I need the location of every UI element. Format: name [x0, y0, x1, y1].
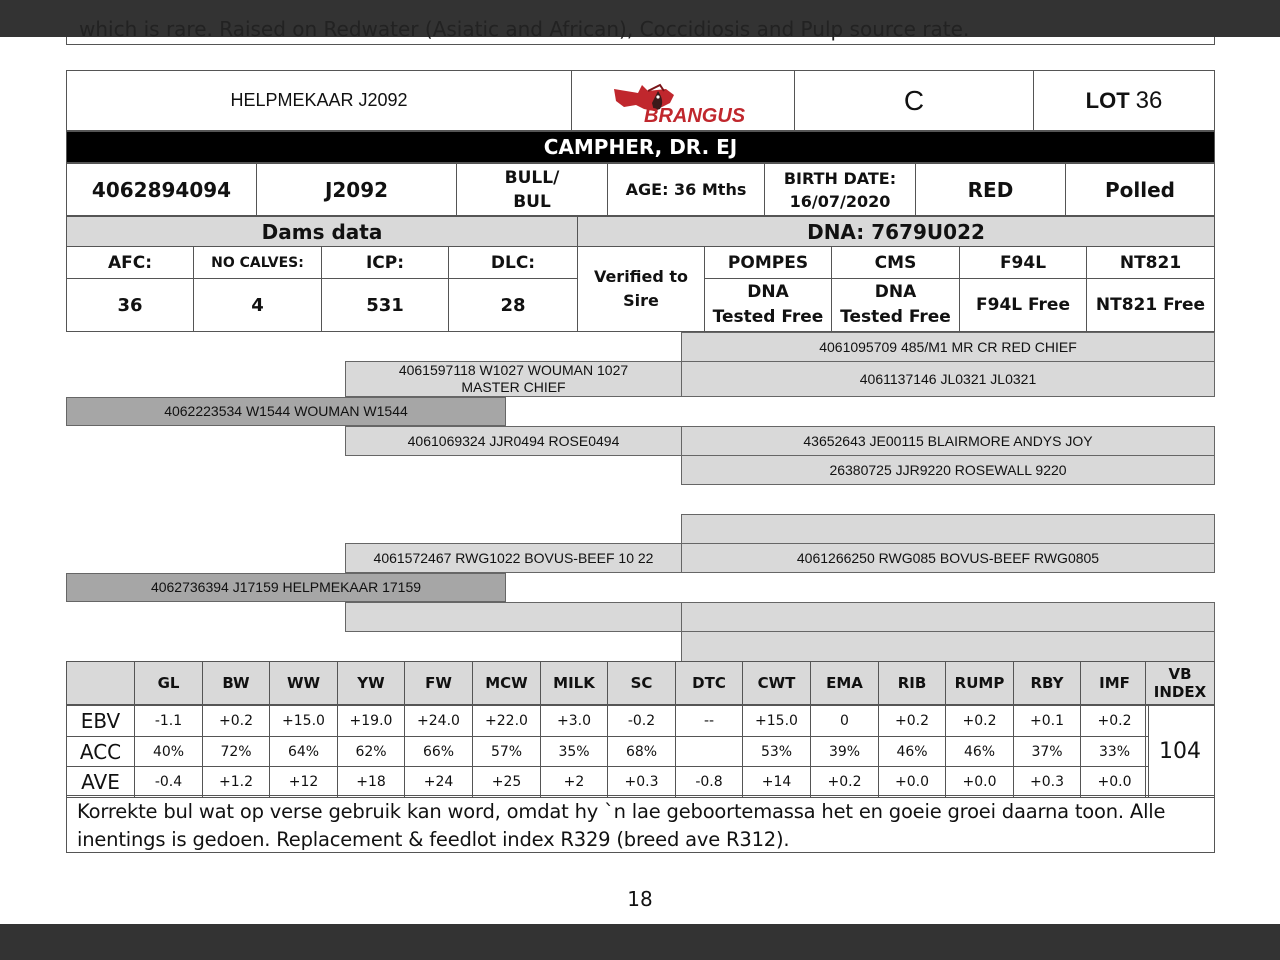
ebv-cell: +0.0 [1080, 766, 1149, 798]
no-calves-value: 4 [193, 278, 322, 332]
animal-id: 4062894094 [66, 163, 257, 216]
dlc-header: DLC: [448, 246, 578, 279]
pedigree-dam: 4062736394 J17159 HELPMEKAAR 17159 [66, 573, 506, 602]
ebv-cell: 39% [810, 736, 879, 767]
pedigree-sire-dam-dam: 26380725 JJR9220 ROSEWALL 9220 [681, 455, 1215, 485]
pedigree-sire: 4062223534 W1544 WOUMAN W1544 [66, 397, 506, 426]
ebv-column-header: SC [607, 661, 676, 705]
nt821-header: NT821 [1086, 246, 1215, 279]
pedigree-dam-sire-dam: 4061266250 RWG085 BOVUS-BEEF RWG0805 [681, 543, 1215, 573]
ebv-column-header: FW [404, 661, 473, 705]
lot-box [1033, 70, 1215, 131]
ebv-cell: +2 [540, 766, 608, 798]
ebv-column-header: YW [337, 661, 405, 705]
ebv-corner-cell [66, 661, 135, 705]
ebv-cell [675, 736, 743, 767]
pedigree-dam-sire: 4061572467 RWG1022 BOVUS-BEEF 10 22 [345, 543, 682, 573]
afc-header: AFC: [66, 246, 194, 279]
icp-header: ICP: [321, 246, 449, 279]
brangus-logo-icon [608, 77, 758, 125]
pedigree-dam-sire-sire [681, 514, 1215, 544]
ebv-cell: 62% [337, 736, 405, 767]
dna-title: DNA: 7679U022 [577, 216, 1215, 247]
ebv-cell: -0.4 [134, 766, 203, 798]
ebv-cell: 68% [607, 736, 676, 767]
animal-age: AGE: 36 Mths [607, 163, 765, 216]
viewer-bottom-bar [0, 924, 1280, 960]
f94l-value: F94L Free [959, 278, 1087, 332]
ebv-cell: +3.0 [540, 705, 608, 737]
pedigree-sire-sire-sire: 4061095709 485/M1 MR CR RED CHIEF [681, 332, 1215, 362]
animal-sex: BULL/ BUL [456, 163, 608, 216]
ebv-cell: 46% [878, 736, 946, 767]
ebv-column-header: CWT [742, 661, 811, 705]
pompes-header: POMPES [704, 246, 832, 279]
ebv-cell: +22.0 [472, 705, 541, 737]
ebv-cell: +19.0 [337, 705, 405, 737]
ebv-cell: +0.1 [1013, 705, 1081, 737]
ebv-cell: +0.2 [202, 705, 270, 737]
dams-data-title: Dams data [66, 216, 578, 247]
lot-number: 36 [1135, 86, 1163, 114]
ebv-cell: 72% [202, 736, 270, 767]
ebv-cell: +25 [472, 766, 541, 798]
ebv-cell: -0.8 [675, 766, 743, 798]
logo-text: BRANGUS [644, 104, 746, 127]
ebv-column-header: RIB [878, 661, 946, 705]
ebv-column-header: EMA [810, 661, 879, 705]
ebv-cell: 35% [540, 736, 608, 767]
ebv-column-header: RBY [1013, 661, 1081, 705]
ebv-cell: 0 [810, 705, 879, 737]
ebv-column-header: IMF [1080, 661, 1149, 705]
animal-color: RED [915, 163, 1066, 216]
ebv-cell: +24 [404, 766, 473, 798]
no-calves-header: NO CALVES: [193, 246, 322, 279]
ebv-cell: +15.0 [269, 705, 338, 737]
verified-to-sire: Verified to Sire [577, 246, 705, 332]
ebv-column-header: MILK [540, 661, 608, 705]
ebv-cell: +0.2 [1080, 705, 1149, 737]
ebv-cell: +0.3 [1013, 766, 1081, 798]
ebv-cell: -0.2 [607, 705, 676, 737]
ebv-cell: +0.2 [810, 766, 879, 798]
ebv-cell: +1.2 [202, 766, 270, 798]
comment-text: Korrekte bul wat op verse gebruik kan word, omdat hy `n lae geboortemassa het en goeie groei daarna toon. Alle inentings is gedoen. Replacement & feedlot index R329 (breed ave R312). [66, 795, 1215, 853]
ebv-cell: +0.2 [878, 705, 946, 737]
ebv-cell: +18 [337, 766, 405, 798]
animal-name: HELPMEKAAR J2092 [66, 70, 572, 131]
ebv-column-header: BW [202, 661, 270, 705]
vb-index-value: 104 [1145, 705, 1215, 798]
ebv-cell: 66% [404, 736, 473, 767]
ebv-cell: -- [675, 705, 743, 737]
ebv-column-header: GL [134, 661, 203, 705]
pedigree-sire-dam: 4061069324 JJR0494 ROSE0494 [345, 426, 682, 456]
ebv-cell: 57% [472, 736, 541, 767]
ebv-column-header: DTC [675, 661, 743, 705]
ebv-column-header: MCW [472, 661, 541, 705]
previous-text: which is rare. Raised on Redwater (Asiatic and African), Coccidiosis and Pulp source rate. [79, 17, 970, 41]
ebv-column-header: RUMP [945, 661, 1014, 705]
animal-tag: J2092 [256, 163, 457, 216]
f94l-header: F94L [959, 246, 1087, 279]
lot-label: LOT [1085, 87, 1130, 113]
afc-value: 36 [66, 278, 194, 332]
ebv-cell: +24.0 [404, 705, 473, 737]
page-number: 18 [627, 887, 653, 911]
pompes-value: DNA Tested Free [704, 278, 832, 332]
pedigree-dam-dam-sire [681, 602, 1215, 632]
nt821-value: NT821 Free [1086, 278, 1215, 332]
ebv-cell: -1.1 [134, 705, 203, 737]
pedigree-dam-dam-dam [681, 631, 1215, 662]
ebv-cell: 64% [269, 736, 338, 767]
ebv-cell: 40% [134, 736, 203, 767]
grade: C [794, 70, 1034, 131]
ebv-cell: +0.2 [945, 705, 1014, 737]
horn-status: Polled [1065, 163, 1215, 216]
dlc-value: 28 [448, 278, 578, 332]
pedigree-sire-sire-dam: 4061137146 JL0321 JL0321 [681, 361, 1215, 397]
ebv-column-header: WW [269, 661, 338, 705]
previous-page-text-fragment [66, 17, 1215, 45]
pedigree-sire-sire: 4061597118 W1027 WOUMAN 1027 MASTER CHIEF [345, 361, 682, 397]
ebv-cell: 33% [1080, 736, 1149, 767]
ebv-cell: +0.0 [945, 766, 1014, 798]
cms-header: CMS [831, 246, 960, 279]
pedigree-sire-dam-sire: 43652643 JE00115 BLAIRMORE ANDYS JOY [681, 426, 1215, 456]
vb-index-header: VB INDEX [1145, 661, 1215, 705]
ebv-cell: +12 [269, 766, 338, 798]
ebv-row-label: ACC [66, 736, 135, 767]
icp-value: 531 [321, 278, 449, 332]
breeder-name: CAMPHER, DR. EJ [66, 131, 1215, 163]
ebv-cell: +0.3 [607, 766, 676, 798]
ebv-cell: +0.0 [878, 766, 946, 798]
ebv-row-label: EBV [66, 705, 135, 737]
ebv-cell: 53% [742, 736, 811, 767]
ebv-cell: +15.0 [742, 705, 811, 737]
pedigree-dam-dam [345, 602, 682, 632]
brangus-logo [571, 70, 795, 131]
ebv-cell: 46% [945, 736, 1014, 767]
ebv-cell: 37% [1013, 736, 1081, 767]
ebv-cell: +14 [742, 766, 811, 798]
birth-date: BIRTH DATE: 16/07/2020 [764, 163, 916, 216]
cms-value: DNA Tested Free [831, 278, 960, 332]
ebv-row-label: AVE [66, 766, 135, 798]
